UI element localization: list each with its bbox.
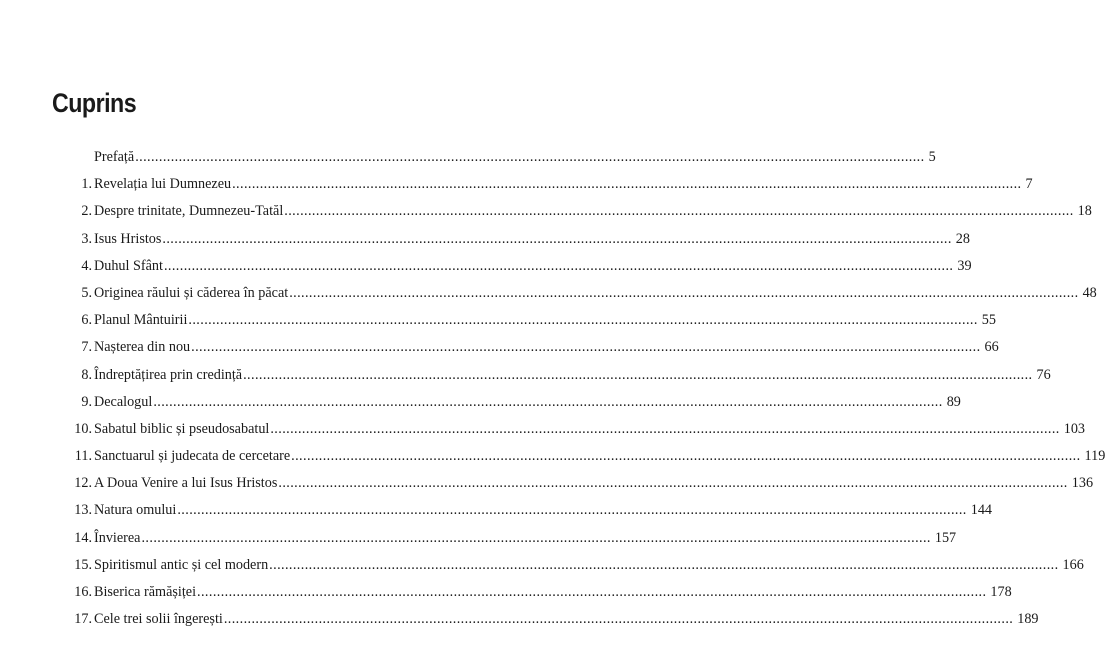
- toc-entry-title: Învierea: [94, 529, 141, 546]
- toc-entry-title: Originea răului și căderea în păcat: [94, 284, 289, 301]
- toc-entry-title: Isus Hristos: [94, 230, 162, 247]
- toc-entry: [0, 307, 996, 334]
- toc-entry-line: [94, 525, 957, 552]
- toc-entry-page: 28: [955, 230, 970, 247]
- toc-entry-page: 66: [984, 339, 999, 356]
- toc-entry-page: 76: [1036, 366, 1051, 383]
- toc-entry-line: [94, 579, 1012, 606]
- toc-entry-line: [94, 226, 970, 253]
- toc-entry-page: 48: [1082, 284, 1097, 301]
- toc-entry-title: Biserica rămășiței: [94, 584, 197, 600]
- toc-entry-number: 9.: [81, 393, 92, 410]
- toc-entry-page: 144: [970, 502, 993, 519]
- toc-entry: [0, 280, 1097, 307]
- toc-entry-title: Cele trei solii îngerești: [94, 611, 223, 628]
- toc-entry: [0, 144, 936, 171]
- toc-entry-number: 8.: [81, 366, 92, 383]
- toc-entry: [0, 198, 1092, 225]
- toc-entry-page: 18: [1077, 203, 1092, 220]
- toc-entry-title: Revelația lui Dumnezeu: [94, 176, 232, 193]
- toc-entry-page: 178: [990, 584, 1012, 600]
- toc-entry-number: 10.: [74, 420, 92, 437]
- toc-entry: [0, 579, 1012, 606]
- toc-entry-number: 14.: [74, 529, 92, 546]
- toc-entry-title: Sabatul biblic și pseudosabatul: [94, 420, 270, 437]
- toc-entry-number: 5.: [81, 284, 92, 301]
- toc-entry: [0, 552, 1084, 579]
- toc-entry: [0, 443, 1105, 470]
- toc-entry-page: 157: [934, 529, 957, 546]
- toc-entry-line: [94, 443, 1105, 470]
- toc-entry-title: Sanctuarul și judecata de cercetare: [94, 448, 291, 465]
- toc-entry-line: [94, 334, 999, 361]
- toc-entry: [0, 497, 993, 524]
- toc-entry-number: 16.: [74, 584, 92, 600]
- toc-entry-title: Planul Mântuirii: [94, 312, 188, 329]
- toc-entry-number: 11.: [74, 448, 92, 465]
- toc-dot-leader: ........................................................................................................................................................................................................: [270, 420, 1060, 437]
- toc-entry-title: Duhul Sfânt: [94, 257, 163, 274]
- toc-entry-page: 89: [946, 393, 961, 410]
- toc-entry-line: [94, 280, 1097, 307]
- toc-entry: [0, 253, 972, 280]
- toc-entry-page: 103: [1063, 420, 1086, 437]
- toc-entry: [0, 416, 1086, 443]
- toc-entry-number: 6.: [81, 312, 92, 329]
- toc-entry-number: 12.: [74, 475, 92, 492]
- toc-dot-leader: ........................................................................................................................................................................................................: [232, 176, 1022, 193]
- toc-dot-leader: ........................................................................................................................................................................................................: [191, 339, 981, 356]
- toc-entry-title: Despre trinitate, Dumnezeu-Tatăl: [94, 203, 284, 220]
- toc-dot-leader: ........................................................................................................................................................................................................: [153, 393, 943, 410]
- toc-dot-leader: ........................................................................................................................................................................................................: [163, 257, 954, 274]
- toc-entry-line: [94, 307, 996, 334]
- toc-dot-leader: ........................................................................................................................................................................................................: [223, 611, 1014, 628]
- toc-entry: [0, 226, 970, 253]
- toc-entry: [0, 334, 999, 361]
- toc-entry-page: 39: [957, 257, 972, 274]
- toc-dot-leader: ........................................................................................................................................................................................................: [188, 312, 978, 329]
- page-title: Cuprins: [52, 88, 137, 118]
- toc-entry-line: [94, 198, 1092, 225]
- toc-entry-line: [94, 497, 993, 524]
- toc-dot-leader: ........................................................................................................................................................................................................: [278, 475, 1068, 492]
- toc-entry-title: Decalogul: [94, 393, 153, 410]
- toc-entry-title: Spiritismul antic și cel modern: [94, 556, 269, 573]
- toc-entry-line: [94, 416, 1086, 443]
- toc-entry-page: 55: [981, 312, 996, 329]
- toc-dot-leader: ........................................................................................................................................................................................................: [162, 230, 952, 247]
- toc-dot-leader: ........................................................................................................................................................................................................: [135, 149, 925, 165]
- toc-entry-line: [94, 253, 972, 280]
- toc-dot-leader: ........................................................................................................................................................................................................: [243, 366, 1033, 383]
- toc-entry: [0, 171, 1033, 198]
- toc-dot-leader: ........................................................................................................................................................................................................: [197, 584, 987, 600]
- toc-dot-leader: ........................................................................................................................................................................................................: [291, 448, 1081, 465]
- toc-entry-number: 7.: [81, 339, 92, 356]
- toc-entry-title: Îndreptățirea prin credință: [94, 366, 243, 383]
- toc-entry-page: 119: [1084, 448, 1105, 465]
- toc-dot-leader: ........................................................................................................................................................................................................: [289, 284, 1079, 301]
- toc-entry: [0, 362, 1051, 389]
- toc-entry-number: 4.: [81, 257, 92, 274]
- toc-entry-number: 17.: [74, 611, 92, 628]
- toc-entry: [0, 525, 957, 552]
- toc-entry-title: Natura omului: [94, 502, 177, 519]
- toc-entry-title: A Doua Venire a lui Isus Hristos: [94, 475, 278, 492]
- toc-entry-line: [94, 171, 1033, 198]
- toc-entry-line: [94, 606, 1039, 633]
- toc-entry: [0, 606, 1039, 633]
- toc-entry-page: 7: [1025, 176, 1033, 193]
- toc-entry-line: [94, 362, 1051, 389]
- table-of-contents: [0, 144, 1105, 633]
- toc-entry-line: [94, 389, 961, 416]
- toc-entry-line: [94, 470, 1094, 497]
- toc-dot-leader: ........................................................................................................................................................................................................: [269, 556, 1059, 573]
- toc-entry-line: [94, 552, 1084, 579]
- toc-entry-title: Prefață: [94, 149, 135, 165]
- toc-entry-page: 136: [1071, 475, 1094, 492]
- toc-entry-title: Nașterea din nou: [94, 339, 191, 356]
- toc-entry-number: 3.: [81, 230, 92, 247]
- toc-entry: [0, 470, 1094, 497]
- toc-entry-number: 1.: [81, 176, 92, 193]
- toc-dot-leader: ........................................................................................................................................................................................................: [141, 529, 931, 546]
- toc-dot-leader: ........................................................................................................................................................................................................: [177, 502, 967, 519]
- toc-entry-number: 15.: [74, 556, 92, 573]
- toc-entry-number: 2.: [81, 203, 92, 220]
- toc-entry-page: 166: [1062, 556, 1084, 573]
- toc-entry-line: [94, 144, 936, 171]
- toc-dot-leader: ........................................................................................................................................................................................................: [284, 203, 1074, 220]
- toc-entry-page: 5: [928, 149, 936, 165]
- toc-entry-number: 13.: [74, 502, 92, 519]
- toc-entry: [0, 389, 961, 416]
- toc-entry-page: 189: [1017, 611, 1039, 628]
